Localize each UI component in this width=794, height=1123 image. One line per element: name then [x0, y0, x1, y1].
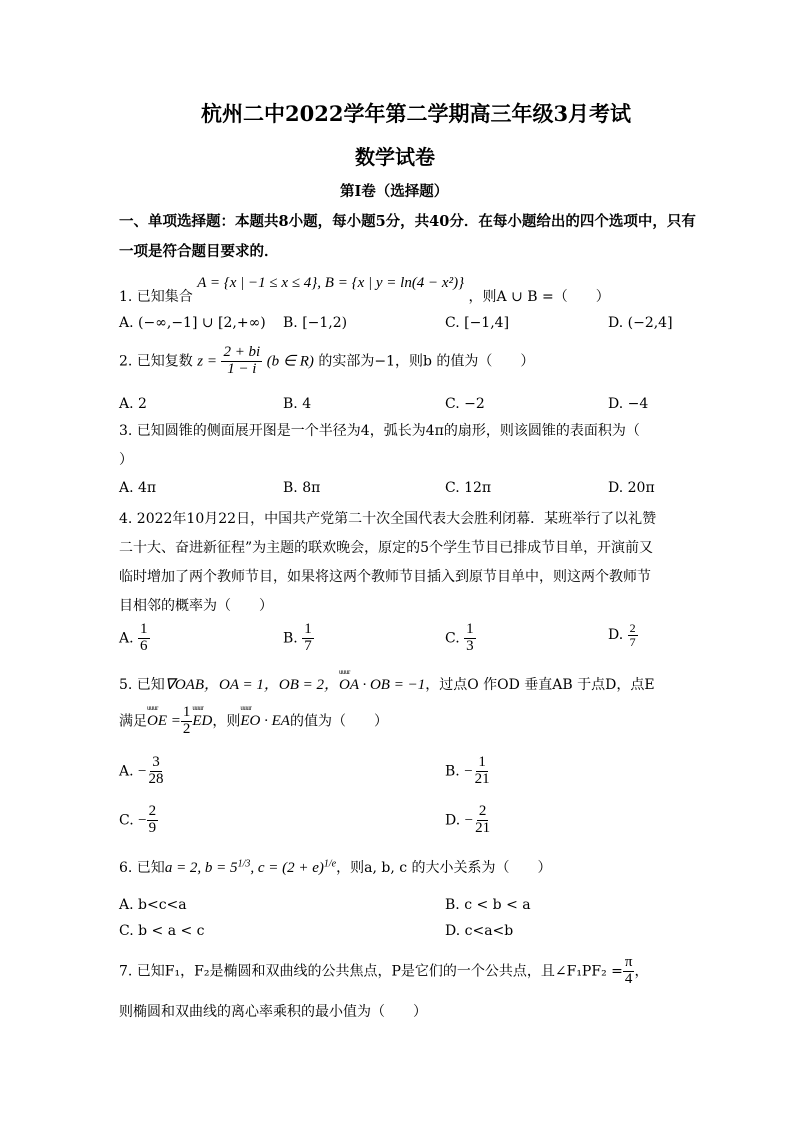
question-2 — [119, 345, 534, 378]
q1-option-d: D. (−2,4] — [608, 315, 673, 331]
q7-comma: ， — [634, 963, 649, 980]
num: 1 — [304, 621, 312, 637]
question-5-line2 — [119, 705, 388, 738]
q5-oe: uuur OE = — [147, 713, 181, 730]
q5-option-a — [119, 755, 165, 788]
num: 3 — [152, 754, 160, 770]
q5-triangle: ∇OAB — [164, 677, 205, 693]
q5-then: ，则 — [212, 713, 241, 730]
q5-satisfy: 满足 — [119, 713, 147, 730]
num: 2 — [478, 803, 487, 819]
q4-option-c — [445, 622, 476, 655]
num: 2 — [148, 803, 157, 819]
section-instructions-line1: 一、单项选择题：本题共8小题，每小题5分，共40分．在每小题给出的四个选项中，只有 — [119, 213, 696, 230]
q4-option-c-label: C. — [445, 630, 460, 647]
q5-lengths: ，OA = 1，OB = 2， — [204, 677, 339, 693]
den: 3 — [466, 637, 474, 654]
q6-option-a: A. b<c<a — [119, 897, 187, 913]
question-3-line2: ） — [119, 452, 133, 468]
question-7-line2: 则椭圆和双曲线的离心率乘积的最小值为（ ） — [119, 1004, 427, 1020]
q7-text: 7. 已知F₁，F₂是椭圆和双曲线的公共焦点，P是它们的一个公共点，且∠F₁PF₂ = — [119, 963, 623, 980]
den: 6 — [140, 637, 148, 654]
num: 1 — [140, 621, 148, 637]
q2-denominator: 1 − i — [227, 360, 257, 377]
q4-option-a — [119, 622, 150, 655]
den: 21 — [475, 819, 491, 836]
page-title: 杭州二中2022学年第二学期高三年级3月考试 — [201, 101, 632, 126]
question-1 — [119, 274, 610, 305]
question-7-line1 — [119, 955, 648, 988]
q2-suffix: 的实部为−1，则b 的值为（ ） — [318, 353, 535, 370]
den: 4 — [624, 970, 633, 987]
q4-option-d-label: D. — [608, 627, 624, 644]
q6-expr-b: a = 2, b = 5 — [164, 860, 238, 876]
label: B. — [445, 763, 460, 780]
q3-option-a: A. 4π — [119, 480, 157, 496]
q2-option-d: D. −4 — [608, 396, 649, 412]
q4-option-a-fraction — [138, 622, 150, 655]
num: 2 — [629, 621, 636, 635]
question-4-line4: 目相邻的概率为（ ） — [119, 598, 273, 614]
q4-option-b-fraction — [302, 622, 314, 655]
q1-prefix: 1. 已知集合 — [119, 289, 193, 305]
q6-suffix: ，则a, b, c 的大小关系为（ ） — [336, 860, 552, 876]
q5-option-d — [445, 804, 492, 837]
question-4-line3: 临时增加了两个教师节目，如果将这两个教师节目插入到原节目单中，则这两个教师节 — [119, 569, 651, 585]
sign: − — [138, 812, 147, 829]
question-3-line1: 3. 已知圆锥的侧面展开图是一个半径为4，弧长为4π的扇形，则该圆锥的表面积为（ — [119, 423, 640, 439]
q1-option-b: B. [−1,2) — [283, 315, 348, 331]
question-4-line1: 4. 2022年10月22日，中国共产党第二十次全国代表大会胜利闭幕．某班举行了以礼赞 — [119, 511, 657, 527]
q5-option-c — [119, 804, 158, 837]
q1-suffix: ，则A ∪ B =（ ） — [468, 289, 610, 305]
q2-condition: (b ∈ R) — [266, 353, 314, 370]
num: 1 — [466, 621, 474, 637]
part-heading: 第I卷（选择题） — [340, 183, 449, 200]
q3-option-c: C. 12π — [445, 480, 492, 496]
q6-prefix: 6. 已知 — [119, 860, 165, 876]
section-instructions-line2: 一项是符合题目要求的． — [119, 243, 279, 260]
q2-prefix: 2. 已知复数 — [119, 353, 193, 370]
q2-option-b: B. 4 — [283, 396, 312, 412]
q2-option-c: C. −2 — [445, 396, 485, 412]
q5-half — [181, 705, 193, 738]
q3-option-b: B. 8π — [283, 480, 321, 496]
q4-option-b-label: B. — [283, 630, 298, 647]
q2-fraction — [221, 345, 262, 378]
q6-option-c: C. b < a < c — [119, 923, 205, 939]
q4-option-c-fraction — [464, 622, 476, 655]
sign: − — [464, 763, 473, 780]
sign: − — [464, 812, 474, 829]
q4-option-b — [283, 622, 314, 655]
q2-numerator: 2 + bi — [223, 344, 261, 360]
q4-option-a-label: A. — [119, 630, 134, 647]
question-6 — [119, 857, 552, 877]
q5-ed: uuur ED — [192, 713, 212, 730]
q5-dot-product: uuur OA · OB = −1 — [339, 677, 425, 694]
q4-option-d-fraction — [628, 622, 638, 648]
den: 7 — [304, 637, 312, 654]
den: 21 — [474, 770, 490, 787]
q5-condition: ，过点O 作OD 垂直AB 于点D，点E — [425, 677, 655, 693]
den: 2 — [182, 720, 191, 737]
label: A. — [119, 763, 134, 780]
q3-option-d: D. 20π — [608, 480, 655, 496]
q5-ask: 的值为（ ） — [289, 713, 388, 730]
q1-option-c: C. [−1,4] — [445, 315, 510, 331]
q2-option-a: A. 2 — [119, 396, 147, 412]
q5-option-b — [445, 755, 492, 788]
q2-z: z = — [197, 353, 217, 370]
question-4-line2: 二十大、奋进新征程”为主题的联欢晚会，原定的5个学生节目已排成节目单，开演前又 — [119, 540, 654, 556]
fraction — [147, 804, 159, 837]
q4-option-d — [608, 622, 638, 648]
q6-exp-c: 1/e — [323, 858, 337, 870]
q1-sets: A = {x | −1 ≤ x ≤ 4}, B = {x | y = ln(4 − x²)} — [197, 275, 465, 291]
fraction — [473, 755, 492, 788]
fraction — [146, 755, 165, 788]
q6-exp-b: 1/3 — [237, 858, 251, 870]
num: π — [624, 954, 633, 970]
question-5-line1 — [119, 673, 655, 694]
den: 28 — [148, 770, 164, 787]
den: 7 — [629, 634, 636, 649]
q7-angle-fraction — [623, 955, 635, 988]
label: D. — [445, 812, 461, 829]
sign: − — [138, 763, 147, 780]
den: 9 — [148, 819, 157, 836]
page-subtitle: 数学试卷 — [355, 145, 435, 169]
q6-option-d: D. c<a<b — [445, 923, 514, 939]
q5-prefix: 5. 已知 — [119, 677, 165, 693]
fraction — [473, 804, 492, 837]
num: 1 — [182, 704, 191, 720]
q6-expr-c: , c = (2 + e) — [250, 860, 324, 876]
q1-option-a: A. (−∞,−1] ∪ [2,+∞) — [119, 315, 266, 331]
q6-option-b: B. c < b < a — [445, 897, 531, 913]
num: 1 — [478, 754, 486, 770]
label: C. — [119, 812, 134, 829]
q5-eo-ea: uuur EO · EA — [240, 713, 290, 730]
